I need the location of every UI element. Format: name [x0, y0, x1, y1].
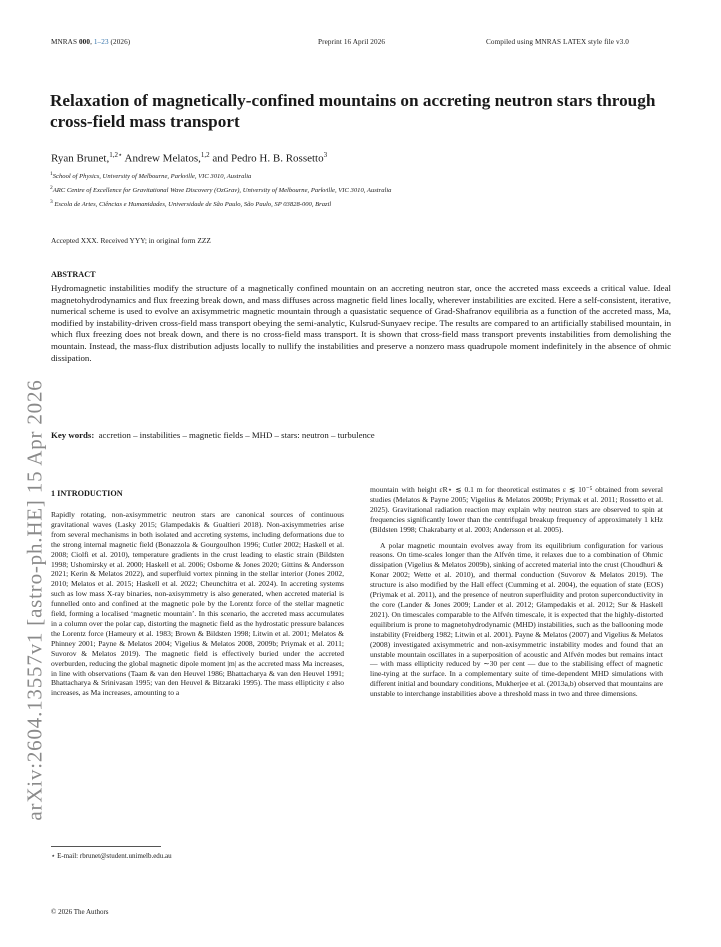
paper-title: Relaxation of magnetically-confined mountains on accreting neutron stars through cross-field mass transport	[50, 91, 656, 131]
footnote-rule	[51, 846, 161, 847]
abstract-heading: ABSTRACT	[51, 270, 96, 279]
keywords	[51, 430, 375, 440]
body-column-right	[370, 485, 663, 699]
corresponding-author-email: ⋆ E-mail: rbrunet@student.unimelb.edu.au	[51, 852, 172, 860]
intro-paragraph-2: A polar magnetic mountain evolves away from its equilibrium configuration for various reasons. On time-scales longer than the Alfvén time, it relaxes due to a combination of Ohmic dissipation (Vigelius & Melatos 2009b), sinking of accreted material into the crust (Choudhuri & Konar 2002; Wette et al. 2010), and thermal conduction (Suvorov & Melatos 2019). The structure is also modified by the Hall effect (Cumming et al. 2004), the equation of state (EOS) (Priymak et al. 2011), and the presence of neutron superfluidity and proton superconductivity in the core (Lander & Jones 2009; Lander et al. 2012; Glampedakis et al. 2012; Sur & Haskell 2021). On timescales comparable to the Alfvén timescale, it is expected that the highly-distorted equilibrium is prone to magnetohydrodynamic (MHD) instabilities, such as the ballooning mode instability (Freidberg 1982; Litwin et al. 2001). Payne & Melatos (2007) and Vigelius & Melatos (2008) investigated axisymmetric and non-axisymmetric instability modes and found that an unstable mountain oscillates in a superposition of acoustic and Alfvén modes but remains intact — with mass ellipticity reduced by ∼30 per cent — due to the stabilising effect of magnetic line-tying at the surface. In a complementary suite of time-dependent MHD simulations with different initial and boundary conditions, Mukherjee et al. (2013a,b) observed that mountains are unstable to interchange instabilities above a threshold mass in two and three dimensions.	[370, 540, 663, 699]
received-line: Accepted XXX. Received YYY; in original form ZZZ	[51, 236, 211, 245]
affiliation-1: $^1$School of Physics, University of Melbourne, Parkville, VIC 3010, Australia	[50, 171, 252, 181]
affiliation-3: $^3$ Escola de Artes, Ciências e Humanidades, Universidade de São Paulo, São Paulo, SP 03828-000, Brazil	[50, 198, 332, 209]
keywords-label: Key words:	[51, 430, 95, 440]
affiliation-2: $^2$ARC Centre of Excellence for Gravitational Wave Discovery (OzGrav), University of Melbourne, Parkville, VIC 3010, Australia	[50, 184, 392, 195]
running-header-right: Compiled using MNRAS LATEX style file v3.0	[486, 38, 629, 46]
arxiv-stamp: arXiv:2604.13557v1 [astro-ph.HE] 15 Apr 2026	[22, 379, 47, 821]
abstract-text: Hydromagnetic instabilities modify the structure of a magnetically confined mountain on an accreting neutron star, once the accreted mass exceeds a critical value. Ideal magnetohydrodynamics and flux freezing break down, and mass diffuses across magnetic field lines locally, wherever instabilities are excited. Here a self-consistent, iterative, numerical scheme is used to evolve an axisymmetric magnetic mountain through a quasistatic sequence of Grad-Shafranov equilibria as a function of the accreted mass, Ma, modified by instability-driven cross-field mass transport obeying the semi-analytic, Kulsrud-Sunyaev recipe. The results are compared to an artificially stabilised mountain, in which flux freezing does not break down, and there is no cross-field mass transport. It is shown that cross-field mass transport prevents instabilities from demolishing the mountain. Instead, the mass-flux distribution adjusts locally to nullify the instabilities and preserve a nonzero mass quadrupole moment indefinitely in the absence of ohmic dissipation.	[51, 283, 671, 363]
running-header-left: MNRAS 000, 1–23 (2026)	[51, 38, 131, 46]
keywords-text: accretion – instabilities – magnetic fields – MHD – stars: neutron – turbulence	[98, 430, 375, 440]
copyright: © 2026 The Authors	[51, 908, 109, 916]
section-heading-introduction: 1 INTRODUCTION	[51, 489, 123, 498]
page-range-link[interactable]: 1–23	[93, 38, 109, 46]
intro-paragraph-1: Rapidly rotating, non-axisymmetric neutron stars are canonical sources of continuous gravitational waves (Lasky 2015; Glampedakis & Gualtieri 2018). Non-axisymmetries arise from several mechanisms in both isolated and accreting systems, including deformations due to the strong internal magnetic field (Bonazzola & Gourgoulhon 1996; Cutler 2002; Haskell et al. 2008; Ciolfi et al. 2010), temperature gradients in the crust leading to elastic strain (Bildsten 1998; Ushomirsky et al. 2000; Haskell et al. 2006; Osborne & Jones 2020; Gittins & Andersson 2021; Kerin & Melatos 2022), and superfluid vortex pinning in the stellar interior (Jones 2002, 2010; Melatos et al. 2015; Haskell et al. 2022; Cheunchitra et al. 2024). In accreting systems such as low mass X-ray binaries, non-axisymmetry is also generated, when accreted material is funnelled onto and confined at the magnetic pole by the Lorentz force of the stellar magnetic field, forming a localised ‘magnetic mountain’. In this scenario, the accreted mass accumulates in a column over the polar cap, distorting the magnetic field as the hydrostatic pressure balances the Lorentz force (Hameury et al. 1983; Brown & Bildsten 1998; Litwin et al. 2001; Melatos & Phinney 2001; Payne & Melatos 2004; Vigelius & Melatos 2008, 2009b; Priymak et al. 2011; Suvorov & Melatos 2019). The magnetic field is effectively buried under the accreted overburden, reducing the global magnetic dipole moment |m| as the accreted mass Ma increases, in line with observations (Taam & van den Heuvel 1986; Bhattacharya & van den Heuvel 1991; Bhattacharya & Srinivasan 1995; van den Heuvel & Bitzaraki 1995). The mass ellipticity ε also increases, as Ma increases, amounting to a	[51, 510, 344, 698]
intro-paragraph-1-continued: mountain with height εR⋆ ≲ 0.1 m for theoretical estimates ε ≲ 10⁻⁵ obtained from several studies (Melatos & Payne 2005; Vigelius & Melatos 2009b; Priymak et al. 2011; Rossetto et al. 2025). Gravitational radiation reaction may explain why neutron stars are observed to spin at frequencies significantly lower than the centrifugal breakup frequency of approximately 1 kHz (Bildsten 1998; Chakrabarty et al. 2003; Andersson et al. 2005).	[370, 485, 663, 534]
body-column-left	[51, 510, 344, 698]
author-list: Ryan Brunet,$^{1,2⋆}$ Andrew Melatos,$^{1,2}$ and Pedro H. B. Rossetto$^3$	[51, 151, 328, 165]
running-header-center: Preprint 16 April 2026	[318, 38, 386, 46]
affiliations	[50, 169, 690, 211]
